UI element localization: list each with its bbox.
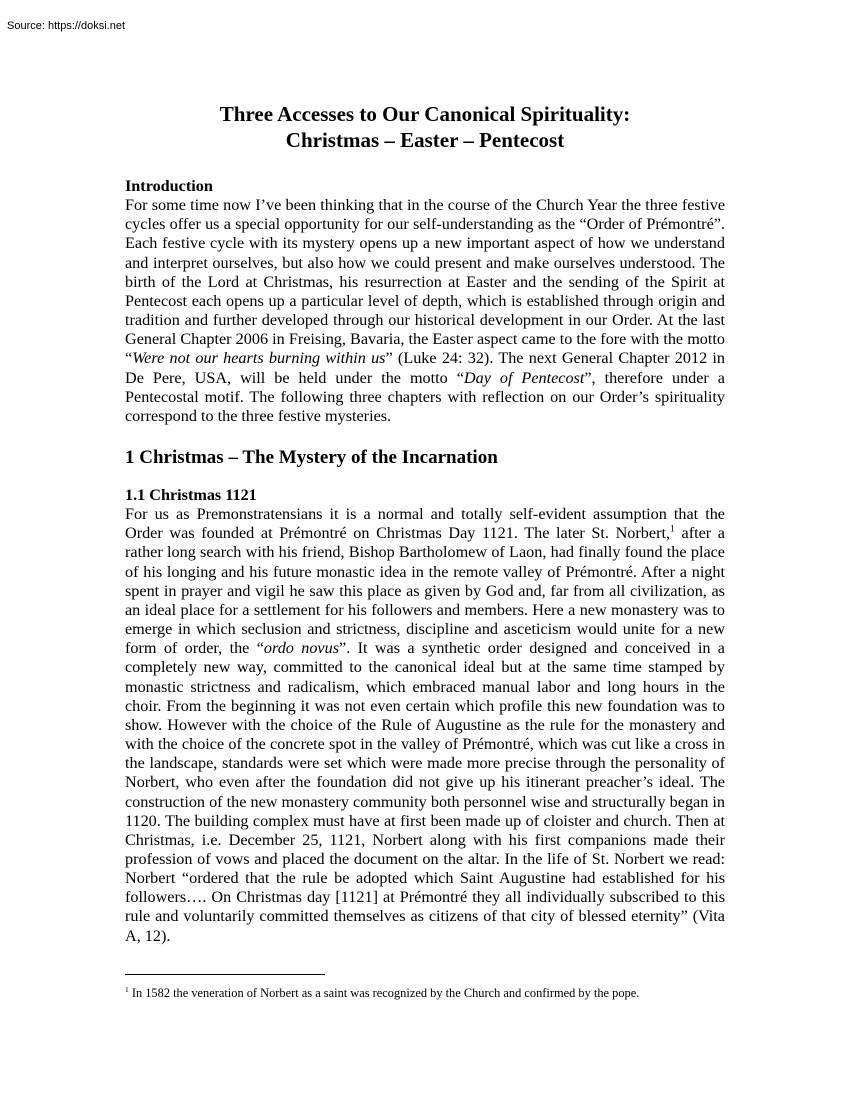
section-text-b: after a rather long search with his friend, Bishop Bartholomew of Laon, had finally found the place of his longing and his future monastic idea in the remote valley of Prémontré. After a night spent in prayer and vigil he saw this place as given by God and, far from all civilization, as an ideal place for a settlement for his followers and members. Here a new monastery was to emerge in which seclusion and strictness, discipline and asceticism would unite for a new form of order, the “: [125, 524, 725, 658]
page-title: [0, 101, 850, 153]
section-1-1-paragraph: [125, 505, 725, 946]
footnote: [125, 986, 745, 1001]
intro-text-a: For some time now I’ve been thinking that in the course of the Church Year the three festive cycles offer us a special opportunity for our self-understanding as the “Order of Prémontré”. Each festive cycle with its mystery opens up a new important aspect of how we understand and interpret ourselves, but also how we could present and make ourselves understood. The birth of the Lord at Christmas, his resurrection at Easter and the sending of the Spirit at Pentecost each opens up a particular level of depth, which is established through origin and tradition and further developed through our historical development in our Order. At the last General Chapter 2006 in Freising, Bavaria, the Easter aspect came to the fore with the motto “: [125, 196, 725, 368]
source-label: Source: https://doksi.net: [7, 20, 126, 32]
section-text-a: For us as Premonstratensians it is a normal and totally self-evident assumption that the Order was founded at Prémontré on Christmas Day 1121. The later St. Norbert,: [125, 505, 725, 543]
section-1-heading: 1 Christmas – The Mystery of the Incarnation: [125, 447, 498, 468]
introduction-paragraph: [125, 196, 725, 426]
section-1-1-heading: 1.1 Christmas 1121: [125, 486, 257, 504]
section-1-1: [125, 486, 725, 946]
introduction-section: [125, 177, 725, 426]
footnote-reference[interactable]: 1: [670, 523, 675, 535]
intro-text-c: ”, therefore under a Pentecostal motif. The following three chapters with reflection on our Order’s spirituality correspond to the three festive mysteries.: [125, 368, 725, 425]
title-line-2: Christmas – Easter – Pentecost: [285, 128, 565, 152]
intro-text-b: ” (Luke 24: 32). The next General Chapter 2012 in De Pere, USA, will be held under the motto “: [125, 349, 726, 387]
footnote-divider: [125, 974, 325, 975]
intro-motto-2006: Were not our hearts burning within us: [132, 349, 386, 368]
introduction-heading: Introduction: [125, 177, 213, 195]
ordo-novus-term: ordo novus: [263, 639, 340, 658]
section-text-c: ”. It was a synthetic order designed and conceived in a completely new way, committed to the canonical ideal but at the same time stamped by monastic strictness and radicalism, which embraced manual labor and long hours in the choir. From the beginning it was not even certain which profile this new foundation was to show. However with the choice of the Rule of Augustine as the rule for the monastery and with the choice of the concrete spot in the valley of Prémontré, which was cut like a cross in the landscape, standards were set which were made more precise through the personality of Norbert, who even after the foundation did not give up his itinerant preacher’s ideal. The construction of the new monastery community both personnel wise and structurally began in 1120. The building complex must have at first been made up of cloister and church. Then at Christmas, i.e. December 25, 1121, Norbert along with his first companions made their profession of vows and placed the document on the altar. In the life of St. Norbert we read: Norbert “ordered that the rule be adopted which Saint Augustine had established for his followers…. On Christmas day [1121] at Prémontré they all individually subscribed to this rule and voluntarily committed themselves as citizens of that city of blessed eternity” (Vita A, 12).: [125, 639, 725, 945]
footnote-text: In 1582 the veneration of Norbert as a saint was recognized by the Church and confirmed by the pope.: [128, 986, 640, 1000]
footnote-number: 1: [125, 984, 129, 994]
title-line-1: Three Accesses to Our Canonical Spirituality:: [219, 102, 631, 126]
intro-motto-2012: Day of Pentecost: [463, 368, 585, 387]
